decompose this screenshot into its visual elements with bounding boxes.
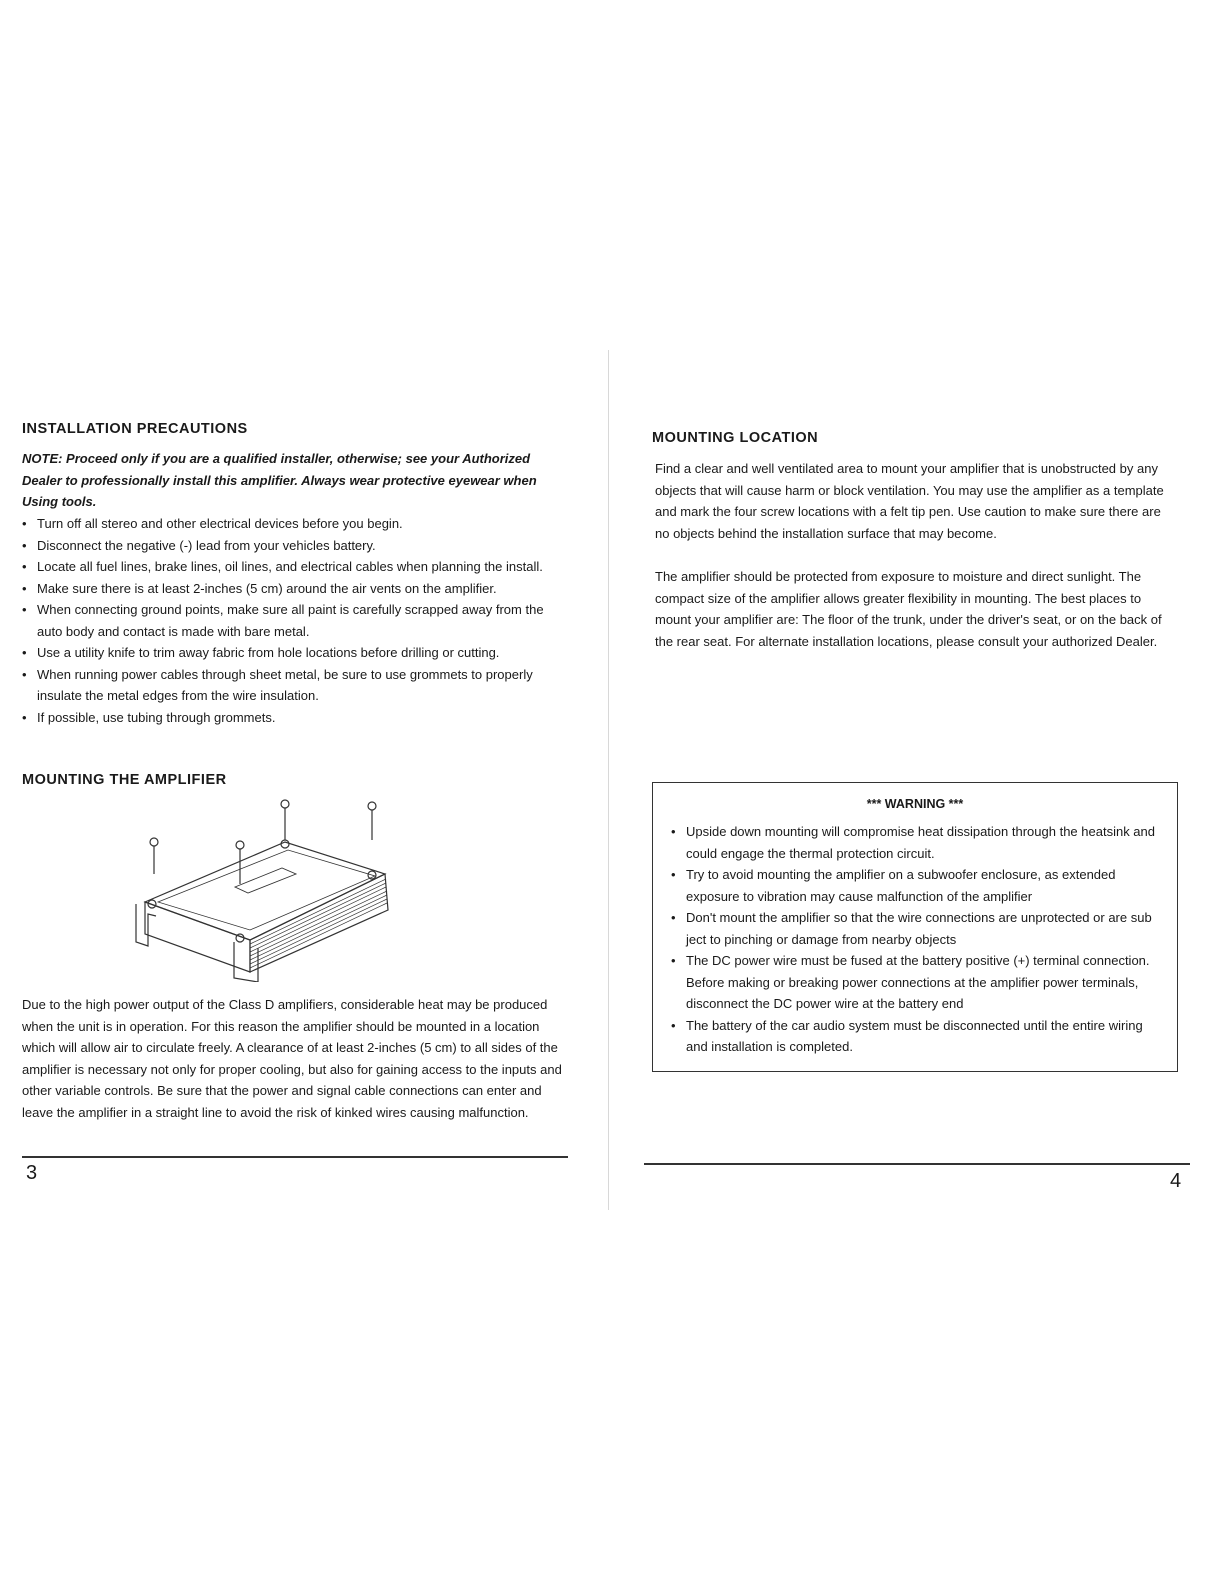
list-item: • Use a utility knife to trim away fabric from hole locations before drilling or cutting. <box>22 642 557 664</box>
page-number: 4 <box>1170 1170 1182 1192</box>
footer-rule <box>644 1163 1190 1165</box>
list-item: • If possible, use tubing through grommets. <box>22 707 557 729</box>
location-paragraph-2: The amplifier should be protected from exposure to moisture and direct sunlight. The compact size of the amplifier allows greater flexibility in mounting. The best places to mount your amplifier are: The floor of the trunk, under the driver's seat, or on the back of the rear seat. For alternate installation locations, please consult your authorized Dealer. <box>655 569 1162 649</box>
page-number: 3 <box>26 1162 38 1184</box>
list-item: • The DC power wire must be fused at the battery positive (+) terminal connection. Before making or breaking power connections at the amplifier power terminals, disconnect the DC power wire at the battery end <box>671 950 1161 1015</box>
mounting-amplifier-heading: MOUNTING THE AMPLIFIER <box>22 772 227 788</box>
screw-icon <box>281 800 289 840</box>
warnings-list <box>671 821 1161 1058</box>
screw-icon <box>368 802 376 840</box>
list-item: • Upside down mounting will compromise heat dissipation through the heatsink and could engage the thermal protection circuit. <box>671 821 1161 864</box>
list-item: • Locate all fuel lines, brake lines, oil lines, and electrical cables when planning the install. <box>22 556 557 578</box>
list-item: • Make sure there is at least 2-inches (5 cm) around the air vents on the amplifier. <box>22 578 557 600</box>
list-item: • The battery of the car audio system must be disconnected until the entire wiring and installation is completed. <box>671 1015 1161 1058</box>
list-item: • Try to avoid mounting the amplifier on a subwoofer enclosure, as extended exposure to vibration may cause malfunction of the amplifier <box>671 864 1161 907</box>
warning-title: *** WARNING *** <box>866 797 964 811</box>
precautions-list <box>22 513 557 728</box>
installation-precautions-heading: INSTALLATION PRECAUTIONS <box>22 421 248 437</box>
mounting-paragraph: Due to the high power output of the Class D amplifiers, considerable heat may be produced when the unit is in operation. For this reason the amplifier should be mounted in a location which will allow air to circulate freely. A clearance of at least 2-inches (5 cm) to all sides of the amplifier is necessary not only for proper cooling, but also for gaining access to the inputs and other variable controls. Be sure that the power and signal cable connections can enter and leave the amplifier in a straight line to avoid the risk of kinked wires causing malfunction. <box>22 997 562 1120</box>
mounting-location-heading: MOUNTING LOCATION <box>652 430 819 446</box>
amplifier-mounting-diagram <box>100 792 420 982</box>
warning-box <box>652 782 1178 1072</box>
list-item: • When running power cables through sheet metal, be sure to use grommets to properly insulate the metal edges from the wire insulation. <box>22 664 557 707</box>
installer-note: NOTE: Proceed only if you are a qualified installer, otherwise; see your Authorized Dealer to professionally install this amplifier. Always wear protective eyewear when Using tools. <box>22 451 537 509</box>
location-paragraph-1: Find a clear and well ventilated area to mount your amplifier that is unobstructed by any objects that will cause harm or block ventilation. You may use the amplifier as a template and mark the four screw locations with a felt tip pen. Use caution to make sure there are no objects behind the installation surface that may become. <box>655 461 1164 541</box>
list-item: • Turn off all stereo and other electrical devices before you begin. <box>22 513 557 535</box>
list-item: • Disconnect the negative (-) lead from your vehicles battery. <box>22 535 557 557</box>
screw-icon <box>150 838 158 874</box>
list-item: • When connecting ground points, make sure all paint is carefully scrapped away from the auto body and contact is made with bare metal. <box>22 599 557 642</box>
list-item: • Don't mount the amplifier so that the wire connections are unprotected or are sub ject to pinching or damage from nearby objects <box>671 907 1161 950</box>
footer-rule <box>22 1156 568 1158</box>
